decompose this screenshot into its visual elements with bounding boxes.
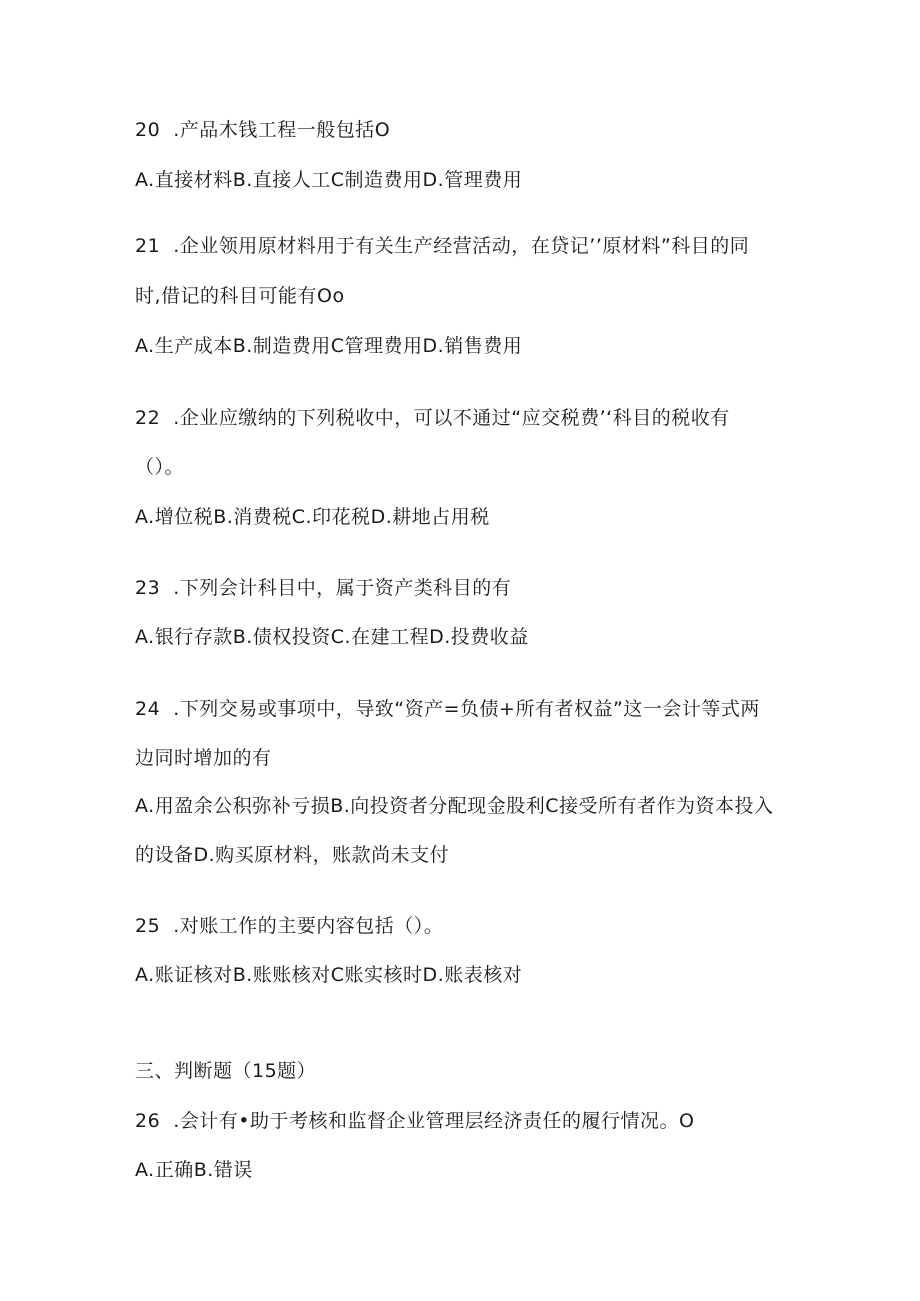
question-26-stem: 26 .会计有•助于考核和监督企业管理层经济责任的履行情况。O — [135, 1110, 695, 1132]
question-22-stem-line-2: （）。 — [135, 456, 185, 478]
question-24-stem-line-1: 24 .下列交易或事项中，导致“资产=负债+所有者权益”这一会计等式两 — [135, 698, 760, 720]
section-heading: 三、判断题（15题） — [135, 1060, 317, 1082]
question-24-options-line-2: 的设备D.购买原材料，账款尚未支付 — [135, 844, 450, 866]
question-21-options: A.生产成本B.制造费用C管理费用D.销售费用 — [135, 335, 523, 357]
question-24-stem-line-2: 边同时增加的有 — [135, 747, 272, 769]
question-25-options: A.账证核对B.账账核对C账实核时D.账表核对 — [135, 964, 523, 986]
question-25-stem: 25 .对账工作的主要内容包括（）。 — [135, 915, 444, 937]
question-24-options-line-1: A.用盈余公积弥补亏损B.向投资者分配现金股利C接受所有者作为资本投入 — [135, 795, 774, 817]
question-21-stem-line-1: 21 .企业领用原材料用于有关生产经营活动，在贷记’’原材料”科目的同 — [135, 235, 750, 257]
question-23-options: A.银行存款B.债权投资C.在建工程D.投费收益 — [135, 626, 529, 648]
question-21-stem-line-2: 时,借记的科目可能有Oo — [135, 285, 345, 307]
question-22-options: A.增位税B.消费税C.印花税D.耕地占用税 — [135, 506, 490, 528]
question-20-stem: 20 .产品木钱工程一般包括O — [135, 119, 391, 141]
question-20-options: A.直接材料B.直接人工C制造费用D.管理费用 — [135, 169, 523, 191]
question-23-stem: 23 .下列会计科目中，属于资产类科目的有 — [135, 577, 512, 599]
question-22-stem-line-1: 22 .企业应缴纳的下列税收中，可以不通过“应交税费’‘科目的税收有 — [135, 407, 730, 429]
question-26-options: A.正确B.错误 — [135, 1159, 253, 1181]
